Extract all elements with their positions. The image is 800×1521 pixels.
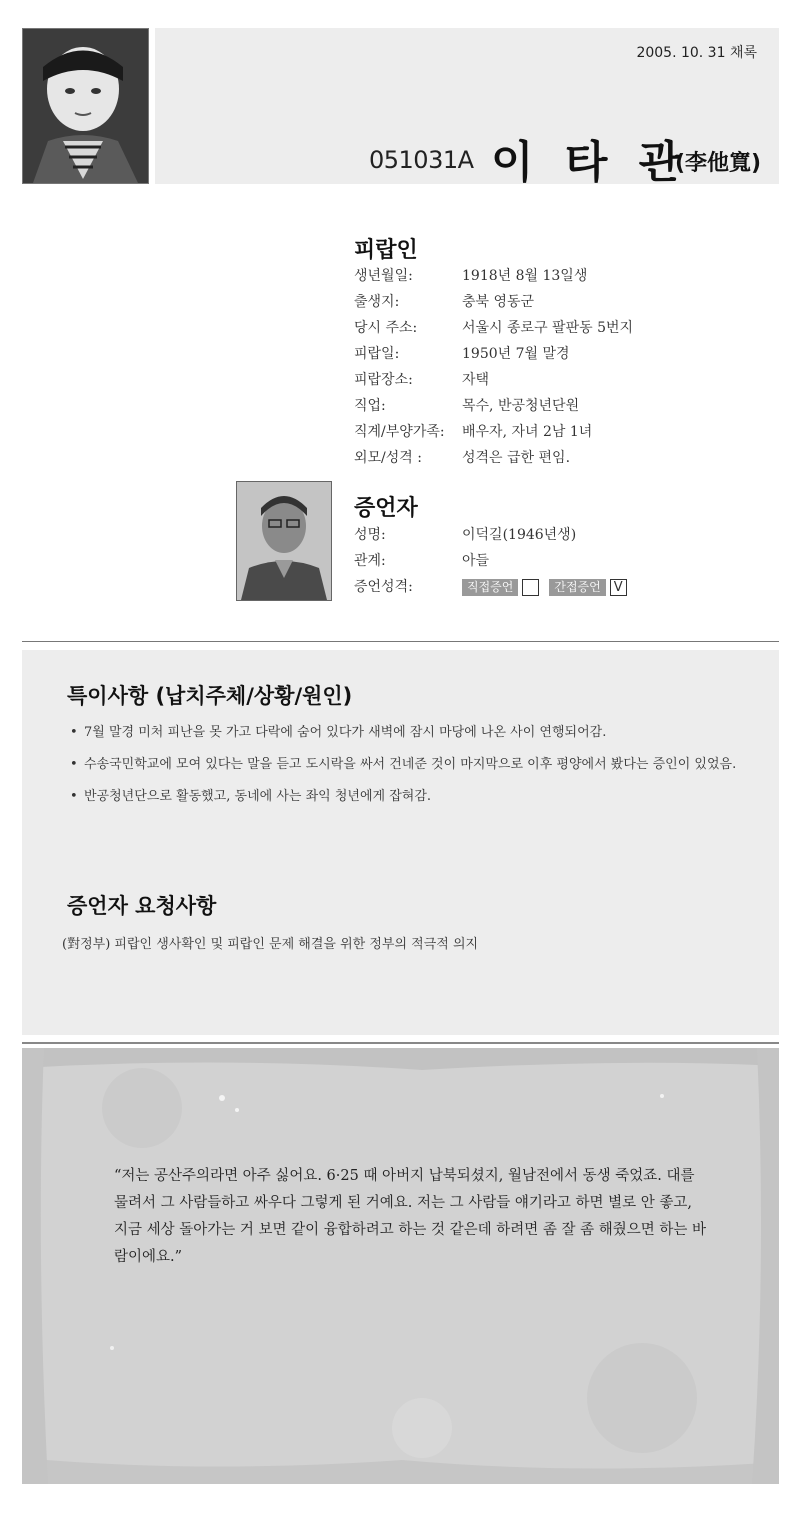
witness-info <box>354 522 774 600</box>
case-id: 051031A <box>369 146 474 174</box>
info-row <box>354 419 774 445</box>
witness-photo <box>236 481 332 601</box>
info-value: 아들 <box>462 553 490 569</box>
abductee-info <box>354 263 774 471</box>
abductee-name-hanja: (李他寬) <box>675 151 762 176</box>
info-label: 생년월일: <box>354 268 413 284</box>
testimony-type-options <box>462 574 774 600</box>
list-item: • 수송국민학교에 모여 있다는 말을 듣고 도시락을 싸서 건네준 것이 마지막으로 이후 평양에서 봤다는 증인이 있었음. <box>70 752 760 778</box>
info-row <box>354 522 774 548</box>
witness-section-title: 증언자 <box>354 496 418 521</box>
info-label: 외모/성격 : <box>354 450 422 466</box>
info-label: 피랍장소: <box>354 372 413 388</box>
testimony-type-label: 증언성격: <box>354 579 413 595</box>
section-divider <box>22 641 779 642</box>
direct-testimony-checkbox <box>522 579 539 596</box>
abductee-section-title: 피랍인 <box>354 238 418 263</box>
info-row <box>354 341 774 367</box>
info-row <box>354 367 774 393</box>
abductee-portrait-image <box>23 29 148 183</box>
info-row <box>354 263 774 289</box>
abductee-name: 이 타 관 <box>491 137 690 188</box>
testimony-type-row <box>354 574 774 600</box>
witness-portrait-image <box>237 482 331 600</box>
info-value: 충북 영동군 <box>462 294 535 310</box>
info-label: 직업: <box>354 398 386 414</box>
header-bar <box>155 28 779 188</box>
indirect-testimony-tag: 간접증언 <box>549 579 605 596</box>
witness-quote: “저는 공산주의라면 아주 싫어요. 6·25 때 아버지 납북되셨지, 월남전에서 동생 죽었죠. 대를 물려서 그 사람들하고 싸우다 그렇게 된 거예요. 저는 그 사람들 얘기라고 하면 별로 안 좋고, 지금 세상 돌아가는 거 보면 같이 융합하려고 하는 것 같은데 하려면 좀 잘 좀 해줬으면 하는 바람이에요.” <box>114 1168 707 1265</box>
info-value: 서울시 종로구 팔판동 5번지 <box>462 320 634 336</box>
info-value: 목수, 반공청년단원 <box>462 398 580 414</box>
direct-testimony-tag: 직접증언 <box>462 579 518 596</box>
notes-title: 특이사항 (납치주체/상황/원인) <box>67 684 353 708</box>
request-title: 증언자 요청사항 <box>67 894 217 918</box>
info-label: 관계: <box>354 553 386 569</box>
request-text: (對정부) 피랍인 생사확인 및 피랍인 문제 해결을 위한 정부의 적극적 의지 <box>62 937 479 952</box>
info-row <box>354 289 774 315</box>
info-value: 자택 <box>462 372 490 388</box>
list-item: • 7월 말경 미처 피난을 못 가고 다락에 숨어 있다가 새벽에 잠시 마당에 나온 사이 연행되어감. <box>70 720 760 746</box>
info-label: 출생지: <box>354 294 400 310</box>
info-value: 성격은 급한 편임. <box>462 450 571 466</box>
info-value: 이덕길(1946년생) <box>462 527 577 543</box>
info-label: 당시 주소: <box>354 320 418 336</box>
info-label: 피랍일: <box>354 346 400 362</box>
quote-background <box>22 1048 779 1484</box>
info-row <box>354 445 774 471</box>
info-value: 1950년 7월 말경 <box>462 346 570 362</box>
abductee-photo <box>22 28 149 184</box>
info-value: 배우자, 자녀 2남 1녀 <box>462 424 593 440</box>
info-row <box>354 548 774 574</box>
section-divider <box>22 1042 779 1044</box>
info-label: 성명: <box>354 527 386 543</box>
info-row <box>354 315 774 341</box>
notes-panel <box>22 650 779 1035</box>
list-item: • 반공청년단으로 활동했고, 동네에 사는 좌익 청년에게 잡혀감. <box>70 784 760 810</box>
indirect-testimony-checkbox: V <box>610 579 627 596</box>
registration-date: 2005. 10. 31 채록 <box>636 45 757 61</box>
info-label: 직계/부양가족: <box>354 424 445 440</box>
info-value: 1918년 8월 13일생 <box>462 268 588 284</box>
info-row <box>354 393 774 419</box>
notes-list <box>70 720 760 816</box>
